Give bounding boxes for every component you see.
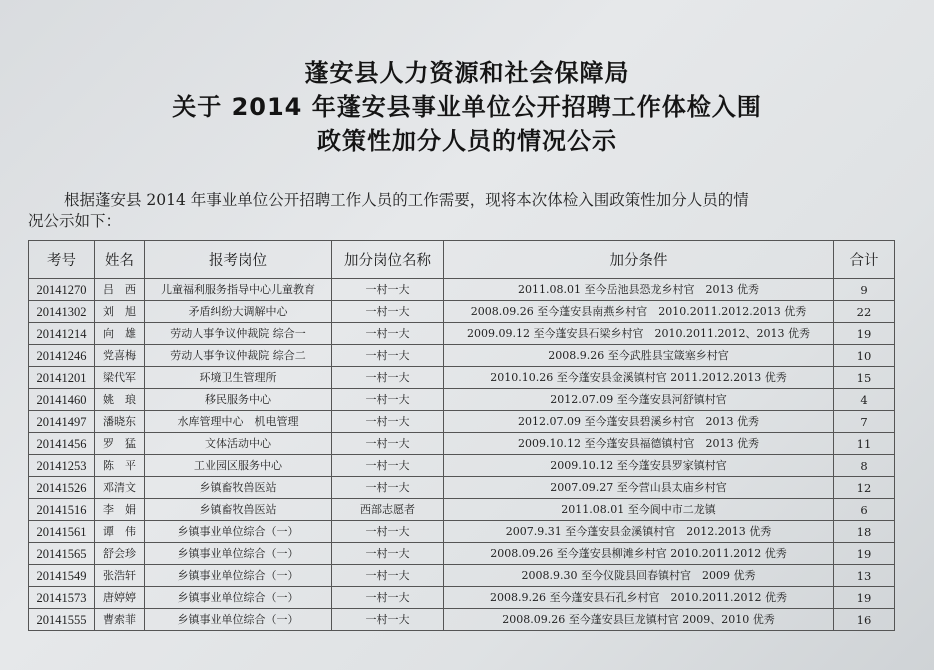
cell-bonus-post: 一村一大 — [332, 411, 444, 433]
cell-total: 19 — [834, 543, 895, 565]
cell-name: 邓清文 — [95, 477, 145, 499]
table-row — [29, 279, 895, 301]
cell-exam-id: 20141565 — [29, 543, 95, 565]
header-post: 报考岗位 — [145, 241, 332, 279]
cell-exam-id: 20141214 — [29, 323, 95, 345]
cell-post: 乡镇畜牧兽医站 — [145, 477, 332, 499]
table-body — [29, 279, 895, 631]
table-row — [29, 389, 895, 411]
cell-name: 向 雄 — [95, 323, 145, 345]
intro-line-1: 根据蓬安县 2014 年事业单位公开招聘工作人员的工作需要，现将本次体检入围政策性加分人员的情 — [64, 191, 749, 209]
cell-exam-id: 20141201 — [29, 367, 95, 389]
header-bonus-condition: 加分条件 — [444, 241, 834, 279]
cell-total: 10 — [834, 345, 895, 367]
cell-bonus-condition: 2012.07.09 至今蓬安县碧溪乡村官 2013 优秀 — [444, 411, 834, 433]
cell-bonus-post: 一村一大 — [332, 455, 444, 477]
cell-bonus-post: 一村一大 — [332, 477, 444, 499]
table-row — [29, 433, 895, 455]
cell-bonus-post: 一村一大 — [332, 323, 444, 345]
cell-bonus-condition: 2011.08.01 至今岳池县恐龙乡村官 2013 优秀 — [444, 279, 834, 301]
cell-name: 舒会珍 — [95, 543, 145, 565]
cell-post: 乡镇事业单位综合（一） — [145, 609, 332, 631]
cell-post: 文体活动中心 — [145, 433, 332, 455]
cell-total: 15 — [834, 367, 895, 389]
table-row — [29, 477, 895, 499]
cell-bonus-condition: 2011.08.01 至今阆中市二龙镇 — [444, 499, 834, 521]
cell-total: 22 — [834, 301, 895, 323]
table-row — [29, 499, 895, 521]
header-name: 姓名 — [95, 241, 145, 279]
cell-bonus-post: 一村一大 — [332, 389, 444, 411]
cell-name: 陈 平 — [95, 455, 145, 477]
cell-name: 吕 西 — [95, 279, 145, 301]
intro-paragraph — [28, 190, 928, 232]
title-block — [0, 56, 934, 158]
table-row — [29, 455, 895, 477]
cell-bonus-post: 一村一大 — [332, 587, 444, 609]
intro-line-2: 况公示如下： — [28, 212, 122, 230]
cell-name: 唐婷婷 — [95, 587, 145, 609]
cell-total: 13 — [834, 565, 895, 587]
cell-bonus-condition: 2008.09.26 至今蓬安县柳滩乡村官 2010.2011.2012 优秀 — [444, 543, 834, 565]
table-row — [29, 301, 895, 323]
cell-bonus-post: 一村一大 — [332, 367, 444, 389]
table-row — [29, 543, 895, 565]
cell-total: 4 — [834, 389, 895, 411]
cell-exam-id: 20141246 — [29, 345, 95, 367]
cell-bonus-condition: 2009.09.12 至今蓬安县石梁乡村官 2010.2011.2012、2013 优秀 — [444, 323, 834, 345]
cell-post: 乡镇事业单位综合（一） — [145, 565, 332, 587]
cell-exam-id: 20141549 — [29, 565, 95, 587]
cell-post: 环境卫生管理所 — [145, 367, 332, 389]
cell-total: 19 — [834, 323, 895, 345]
cell-name: 刘 旭 — [95, 301, 145, 323]
title-subject: 关于 2014 年蓬安县事业单位公开招聘工作体检入围 — [172, 93, 762, 121]
cell-bonus-condition: 2008.9.26 至今蓬安县石孔乡村官 2010.2011.2012 优秀 — [444, 587, 834, 609]
cell-exam-id: 20141456 — [29, 433, 95, 455]
header-bonus-post: 加分岗位名称 — [332, 241, 444, 279]
cell-post: 乡镇事业单位综合（一） — [145, 521, 332, 543]
table-header-row — [29, 241, 895, 279]
table-row — [29, 367, 895, 389]
cell-bonus-post: 一村一大 — [332, 543, 444, 565]
title-topic: 政策性加分人员的情况公示 — [317, 127, 617, 155]
cell-bonus-condition: 2008.09.26 至今蓬安县南燕乡村官 2010.2011.2012.2013 优秀 — [444, 301, 834, 323]
cell-name: 李 娟 — [95, 499, 145, 521]
cell-bonus-condition: 2009.10.12 至今蓬安县福德镇村官 2013 优秀 — [444, 433, 834, 455]
cell-total: 9 — [834, 279, 895, 301]
header-exam-id: 考号 — [29, 241, 95, 279]
cell-exam-id: 20141573 — [29, 587, 95, 609]
cell-bonus-condition: 2007.09.27 至今营山县太庙乡村官 — [444, 477, 834, 499]
table-row — [29, 587, 895, 609]
cell-post: 移民服务中心 — [145, 389, 332, 411]
cell-name: 张浩轩 — [95, 565, 145, 587]
cell-exam-id: 20141270 — [29, 279, 95, 301]
cell-total: 6 — [834, 499, 895, 521]
cell-name: 党喜梅 — [95, 345, 145, 367]
cell-total: 16 — [834, 609, 895, 631]
cell-bonus-post: 西部志愿者 — [332, 499, 444, 521]
cell-exam-id: 20141460 — [29, 389, 95, 411]
cell-exam-id: 20141497 — [29, 411, 95, 433]
table-row — [29, 565, 895, 587]
cell-bonus-post: 一村一大 — [332, 279, 444, 301]
cell-bonus-post: 一村一大 — [332, 301, 444, 323]
cell-bonus-condition: 2012.07.09 至今蓬安县河舒镇村官 — [444, 389, 834, 411]
cell-name: 姚 琅 — [95, 389, 145, 411]
cell-bonus-condition: 2008.09.26 至今蓬安县巨龙镇村官 2009、2010 优秀 — [444, 609, 834, 631]
cell-name: 曹索菲 — [95, 609, 145, 631]
cell-name: 罗 猛 — [95, 433, 145, 455]
cell-exam-id: 20141526 — [29, 477, 95, 499]
cell-bonus-post: 一村一大 — [332, 521, 444, 543]
cell-bonus-condition: 2008.9.26 至今武胜县宝箴塞乡村官 — [444, 345, 834, 367]
cell-bonus-condition: 2007.9.31 至今蓬安县金溪镇村官 2012.2013 优秀 — [444, 521, 834, 543]
cell-exam-id: 20141516 — [29, 499, 95, 521]
cell-total: 7 — [834, 411, 895, 433]
header-total: 合计 — [834, 241, 895, 279]
cell-total: 19 — [834, 587, 895, 609]
cell-total: 18 — [834, 521, 895, 543]
cell-name: 谭 伟 — [95, 521, 145, 543]
cell-bonus-post: 一村一大 — [332, 565, 444, 587]
cell-post: 乡镇事业单位综合（一） — [145, 543, 332, 565]
cell-exam-id: 20141302 — [29, 301, 95, 323]
cell-total: 11 — [834, 433, 895, 455]
cell-post: 劳动人事争议仲裁院 综合二 — [145, 345, 332, 367]
table-row — [29, 609, 895, 631]
table-row — [29, 345, 895, 367]
cell-post: 矛盾纠纷大调解中心 — [145, 301, 332, 323]
cell-bonus-post: 一村一大 — [332, 433, 444, 455]
cell-exam-id: 20141253 — [29, 455, 95, 477]
cell-post: 劳动人事争议仲裁院 综合一 — [145, 323, 332, 345]
cell-name: 潘晓东 — [95, 411, 145, 433]
cell-bonus-condition: 2010.10.26 至今蓬安县金溪镇村官 2011.2012.2013 优秀 — [444, 367, 834, 389]
table-row — [29, 411, 895, 433]
cell-bonus-post: 一村一大 — [332, 609, 444, 631]
cell-bonus-post: 一村一大 — [332, 345, 444, 367]
cell-name: 梁代军 — [95, 367, 145, 389]
table-row — [29, 323, 895, 345]
candidate-table — [28, 240, 895, 631]
cell-post: 乡镇畜牧兽医站 — [145, 499, 332, 521]
cell-bonus-condition: 2009.10.12 至今蓬安县罗家镇村官 — [444, 455, 834, 477]
cell-bonus-condition: 2008.9.30 至今仪陇县回春镇村官 2009 优秀 — [444, 565, 834, 587]
title-issuer: 蓬安县人力资源和社会保障局 — [304, 59, 630, 87]
cell-total: 12 — [834, 477, 895, 499]
cell-post: 儿童福利服务指导中心儿童教育 — [145, 279, 332, 301]
cell-post: 乡镇事业单位综合（一） — [145, 587, 332, 609]
cell-post: 工业园区服务中心 — [145, 455, 332, 477]
cell-total: 8 — [834, 455, 895, 477]
table-row — [29, 521, 895, 543]
cell-post: 水库管理中心 机电管理 — [145, 411, 332, 433]
cell-exam-id: 20141561 — [29, 521, 95, 543]
cell-exam-id: 20141555 — [29, 609, 95, 631]
